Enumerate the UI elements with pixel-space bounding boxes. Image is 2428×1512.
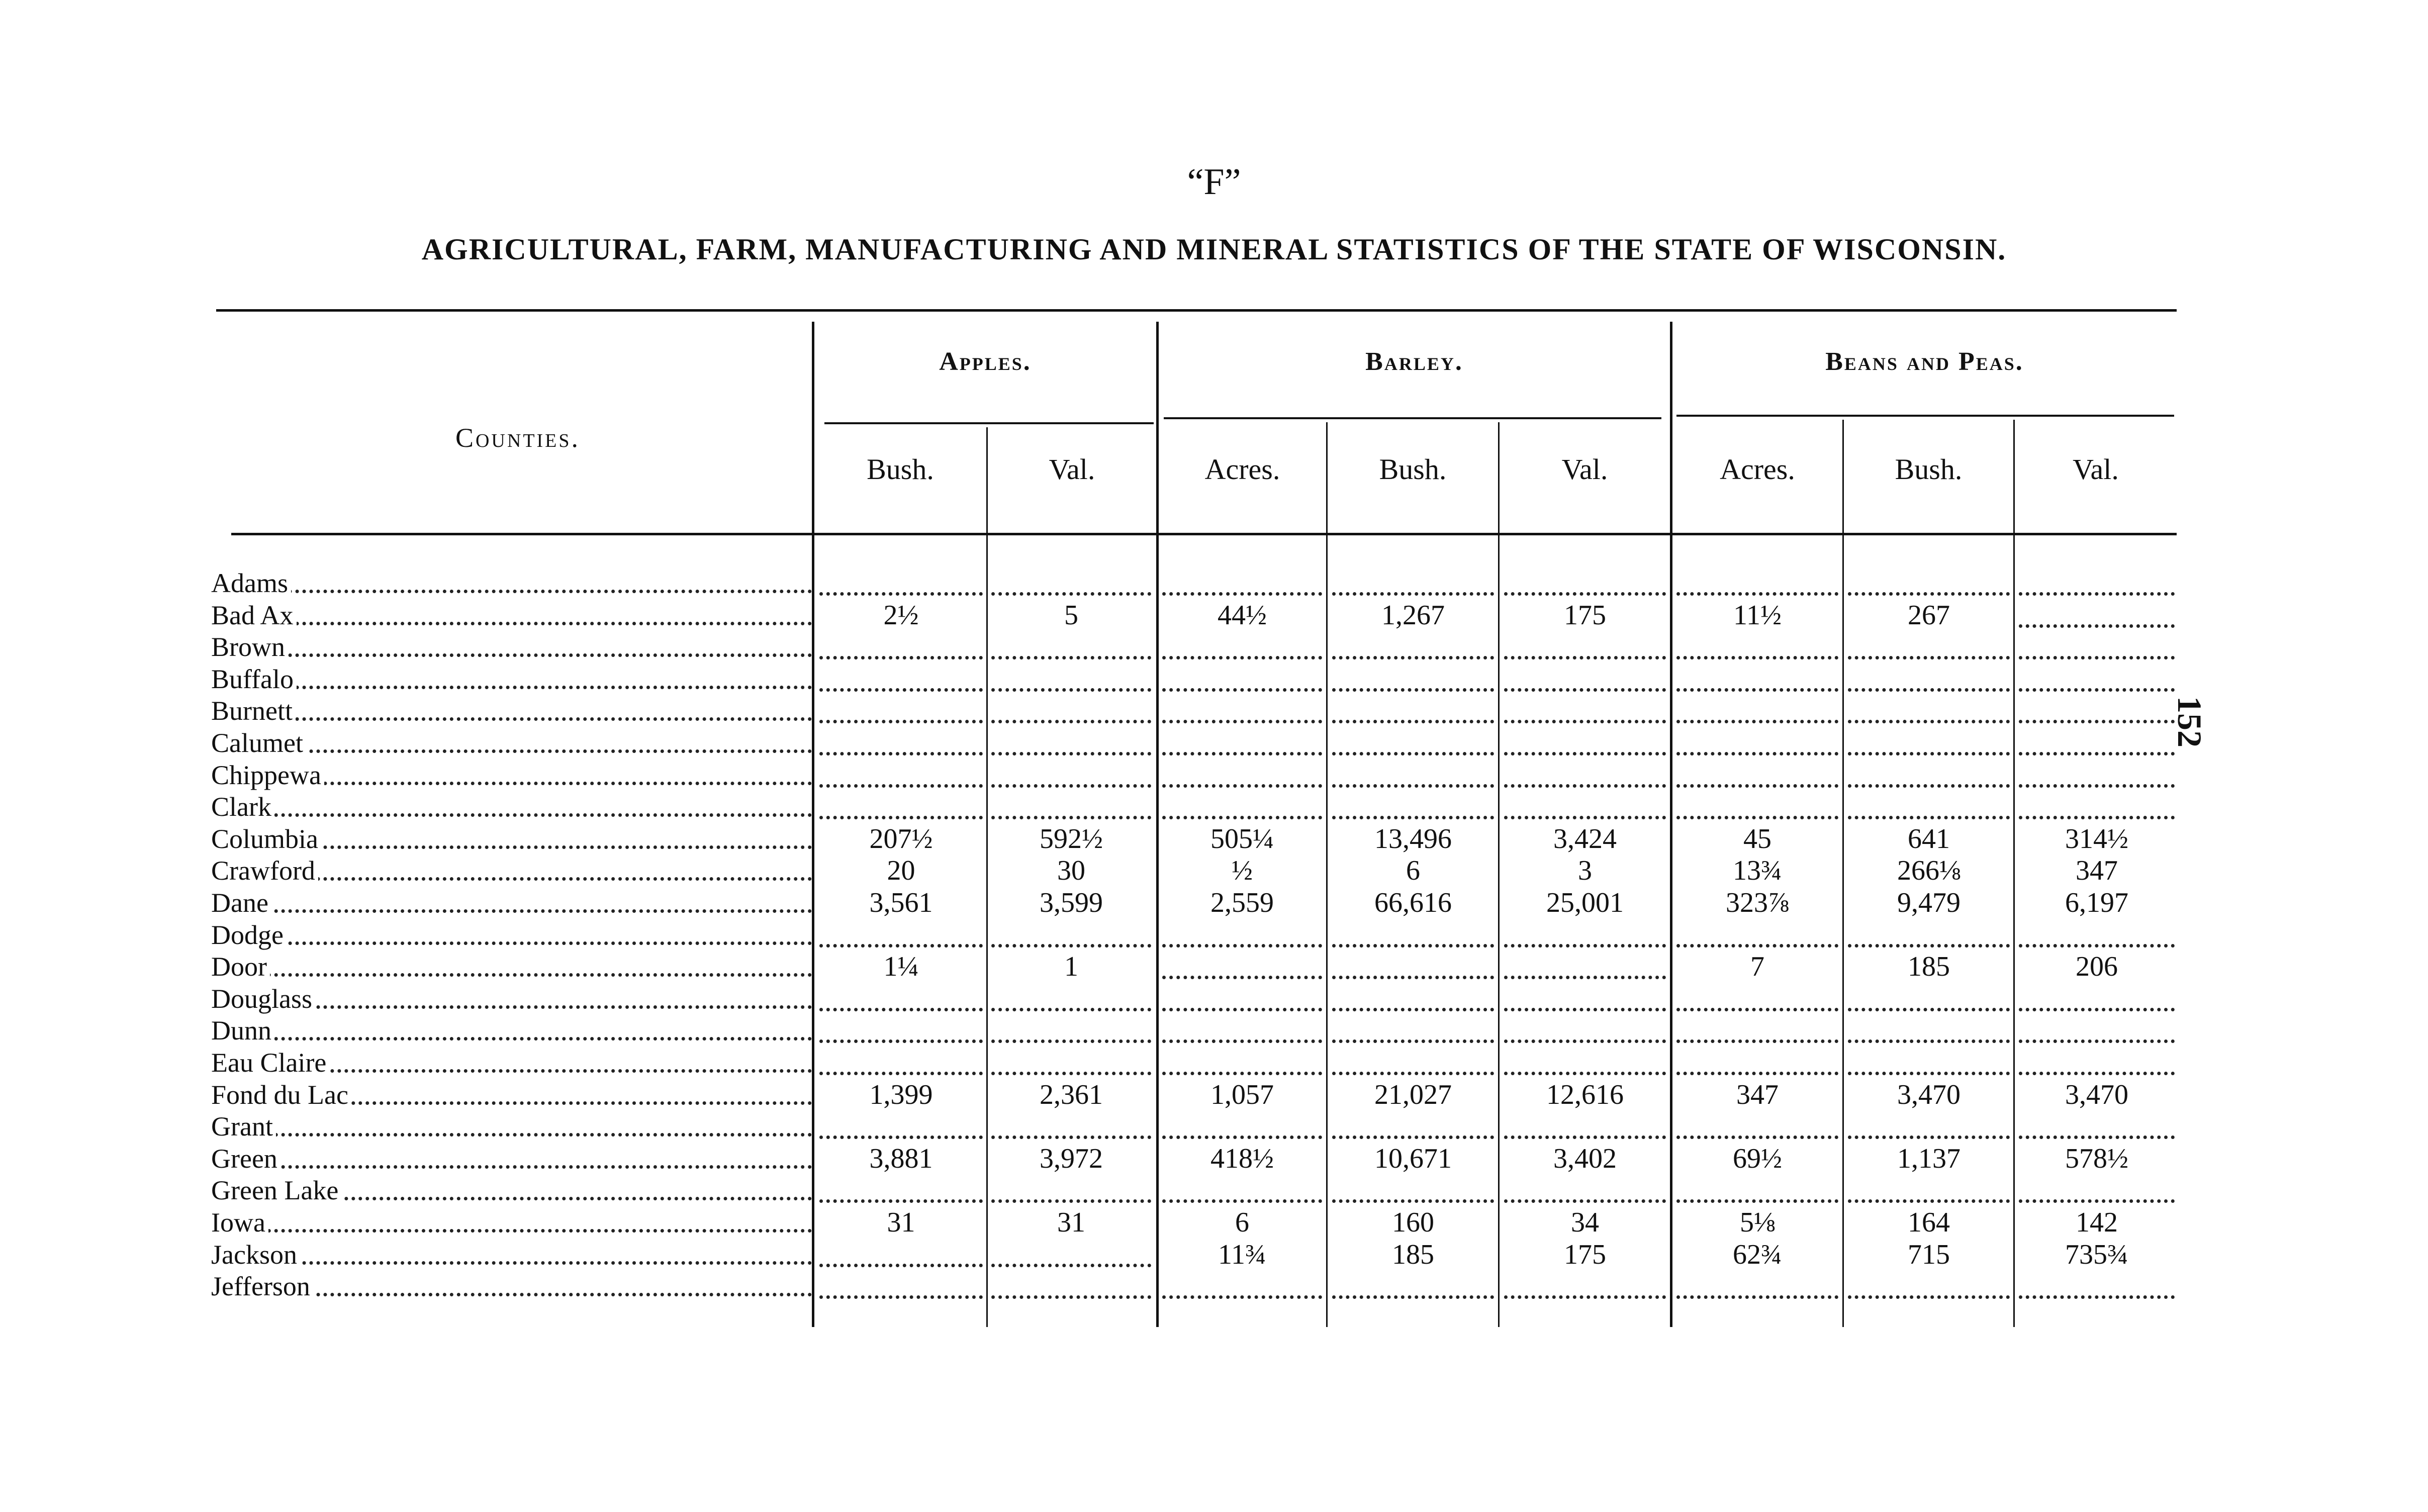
cell-apples-bush xyxy=(819,1174,983,1203)
cell-apples-bush xyxy=(819,695,983,723)
counties-header: Counties. xyxy=(455,423,581,453)
county-label: Adams xyxy=(211,568,291,598)
cell-apples-bush: 20 xyxy=(887,855,915,886)
cell-barley-acres: 6 xyxy=(1235,1207,1249,1238)
cell-barley-val xyxy=(1504,919,1666,948)
cell-barley-bush xyxy=(1332,1047,1494,1075)
cell-beans-bush xyxy=(1848,1270,2010,1299)
cell-apples-bush xyxy=(819,919,983,948)
cell-beans-acres xyxy=(1676,567,1838,596)
cell-beans-acres: 7 xyxy=(1750,951,1764,982)
cell-beans-acres xyxy=(1676,1110,1838,1139)
county-name xyxy=(211,887,812,919)
cell-apples-bush xyxy=(819,663,983,692)
cell-apples-val xyxy=(991,727,1151,755)
group-header-barley: Barley. xyxy=(1365,347,1463,376)
cell-apples-bush xyxy=(819,727,983,755)
table-row xyxy=(0,1270,2428,1302)
cell-apples-bush: 1,399 xyxy=(869,1079,933,1110)
county-label: Crawford xyxy=(211,856,318,886)
cell-apples-val xyxy=(991,631,1151,659)
cell-apples-bush xyxy=(819,983,983,1011)
county-name xyxy=(211,1270,812,1302)
cell-barley-acres xyxy=(1162,1110,1322,1139)
cell-barley-acres xyxy=(1162,631,1322,659)
cell-apples-bush: 3,561 xyxy=(869,887,933,918)
column-header-beans-acres: Acres. xyxy=(1720,453,1795,486)
cell-beans-acres xyxy=(1676,727,1838,755)
cell-barley-val xyxy=(1504,695,1666,723)
table-row xyxy=(0,1174,2428,1206)
cell-barley-val xyxy=(1504,1110,1666,1139)
cell-apples-val xyxy=(991,791,1151,819)
cell-beans-acres: 347 xyxy=(1736,1079,1779,1110)
cell-apples-val: 592½ xyxy=(1040,823,1103,855)
cell-beans-bush: 266⅛ xyxy=(1897,855,1960,886)
beans-group-rule xyxy=(1676,415,2174,417)
cell-barley-acres xyxy=(1162,727,1322,755)
table-row xyxy=(0,1047,2428,1079)
table-row xyxy=(0,695,2428,727)
county-name xyxy=(211,919,812,951)
cell-beans-val xyxy=(2019,983,2175,1011)
table-row xyxy=(0,1079,2428,1111)
cell-beans-val: 3,470 xyxy=(2065,1079,2128,1110)
cell-apples-val xyxy=(991,1110,1151,1139)
table-row xyxy=(0,663,2428,695)
county-name xyxy=(211,695,812,727)
county-label: Green Lake xyxy=(211,1175,341,1205)
cell-barley-bush xyxy=(1332,727,1494,755)
column-header-apples-bush: Bush. xyxy=(867,453,934,486)
cell-apples-val: 2,361 xyxy=(1040,1079,1103,1110)
county-name xyxy=(211,1014,812,1047)
cell-apples-bush xyxy=(819,791,983,819)
cell-apples-bush xyxy=(819,1047,983,1075)
cell-apples-val: 5 xyxy=(1064,600,1078,631)
cell-apples-val: 31 xyxy=(1057,1207,1085,1238)
cell-barley-bush xyxy=(1332,1270,1494,1299)
county-label: Clark xyxy=(211,792,274,822)
cell-apples-val xyxy=(991,919,1151,948)
cell-barley-bush xyxy=(1332,791,1494,819)
cell-barley-val xyxy=(1504,1014,1666,1043)
cell-beans-acres: 69½ xyxy=(1733,1143,1782,1174)
cell-beans-bush xyxy=(1848,631,2010,659)
cell-barley-val: 3,424 xyxy=(1553,823,1617,855)
cell-barley-bush xyxy=(1332,567,1494,596)
cell-barley-val: 175 xyxy=(1564,1239,1606,1270)
table-row xyxy=(0,1014,2428,1047)
cell-barley-acres: 2,559 xyxy=(1210,887,1274,918)
table-row xyxy=(0,823,2428,855)
cell-apples-val xyxy=(991,1014,1151,1043)
table-row xyxy=(0,791,2428,823)
county-label: Green xyxy=(211,1144,281,1174)
county-name xyxy=(211,759,812,791)
county-label: Grant xyxy=(211,1111,276,1142)
table-row xyxy=(0,1206,2428,1239)
column-header-apples-val: Val. xyxy=(1049,453,1095,486)
column-header-barley-val: Val. xyxy=(1561,453,1608,486)
cell-beans-acres xyxy=(1676,1047,1838,1075)
cell-barley-acres xyxy=(1162,1014,1322,1043)
county-label: Brown xyxy=(211,632,288,662)
table-row xyxy=(0,855,2428,887)
cell-beans-val xyxy=(2019,695,2175,723)
cell-beans-acres xyxy=(1676,791,1838,819)
cell-apples-bush: 31 xyxy=(887,1207,915,1238)
cell-beans-bush: 715 xyxy=(1908,1239,1950,1270)
cell-barley-acres: 505¼ xyxy=(1210,823,1274,855)
county-label: Jackson xyxy=(211,1240,300,1270)
cell-barley-acres xyxy=(1162,759,1322,788)
cell-beans-acres xyxy=(1676,919,1838,948)
county-label: Fond du Lac xyxy=(211,1080,351,1110)
county-label: Bad Ax xyxy=(211,600,297,630)
cell-apples-bush xyxy=(819,1239,983,1267)
county-label: Chippewa xyxy=(211,760,324,790)
cell-barley-acres: 44½ xyxy=(1218,600,1267,631)
cell-barley-val xyxy=(1504,567,1666,596)
cell-barley-bush: 66,616 xyxy=(1374,887,1452,918)
cell-barley-bush xyxy=(1332,759,1494,788)
cell-barley-val: 34 xyxy=(1571,1207,1599,1238)
cell-beans-acres xyxy=(1676,983,1838,1011)
cell-barley-bush xyxy=(1332,663,1494,692)
cell-beans-val xyxy=(2019,727,2175,755)
county-name xyxy=(211,983,812,1015)
cell-beans-bush xyxy=(1848,983,2010,1011)
column-header-barley-bush: Bush. xyxy=(1379,453,1447,486)
cell-barley-acres: 418½ xyxy=(1210,1143,1274,1174)
cell-barley-val xyxy=(1504,759,1666,788)
table-row xyxy=(0,567,2428,599)
county-label: Buffalo xyxy=(211,664,297,694)
cell-apples-bush: 207½ xyxy=(869,823,933,855)
cell-apples-val xyxy=(991,1239,1151,1267)
cell-barley-bush xyxy=(1332,695,1494,723)
cell-barley-bush: 1,267 xyxy=(1381,600,1445,631)
cell-apples-val xyxy=(991,567,1151,596)
cell-beans-val xyxy=(2019,919,2175,948)
cell-beans-val xyxy=(2019,567,2175,596)
county-name xyxy=(211,567,812,599)
county-label: Door xyxy=(211,952,270,982)
cell-barley-val xyxy=(1504,951,1666,979)
cell-barley-acres xyxy=(1162,951,1322,979)
cell-barley-acres xyxy=(1162,663,1322,692)
county-name xyxy=(211,1239,812,1271)
column-header-barley-acres: Acres. xyxy=(1204,453,1280,486)
cell-beans-val xyxy=(2019,631,2175,659)
cell-barley-bush xyxy=(1332,631,1494,659)
county-name xyxy=(211,1047,812,1079)
cell-barley-val xyxy=(1504,727,1666,755)
cell-barley-bush xyxy=(1332,951,1494,979)
cell-barley-bush xyxy=(1332,1110,1494,1139)
county-label: Calumet xyxy=(211,728,306,758)
barley-group-rule xyxy=(1164,417,1661,419)
cell-apples-val: 1 xyxy=(1064,951,1078,982)
county-label: Iowa xyxy=(211,1207,268,1238)
cell-beans-bush xyxy=(1848,695,2010,723)
cell-apples-val xyxy=(991,1174,1151,1203)
cell-barley-val xyxy=(1504,1270,1666,1299)
cell-apples-bush xyxy=(819,567,983,596)
cell-barley-acres xyxy=(1162,1270,1322,1299)
cell-apples-val: 3,972 xyxy=(1040,1143,1103,1174)
cell-beans-val: 314½ xyxy=(2065,823,2128,855)
table-row xyxy=(0,1143,2428,1175)
cell-beans-val: 206 xyxy=(2076,951,2118,982)
cell-barley-acres: 11¾ xyxy=(1218,1239,1266,1270)
cell-apples-bush xyxy=(819,631,983,659)
county-label: Douglass xyxy=(211,984,315,1014)
cell-apples-val xyxy=(991,663,1151,692)
cell-beans-bush: 3,470 xyxy=(1897,1079,1960,1110)
cell-beans-acres: 11½ xyxy=(1733,600,1782,631)
cell-beans-val: 6,197 xyxy=(2065,887,2128,918)
cell-barley-bush xyxy=(1332,919,1494,948)
county-label: Jefferson xyxy=(211,1271,313,1301)
cell-beans-acres: 323⅞ xyxy=(1726,887,1789,918)
group-header-apples: Apples. xyxy=(939,347,1032,376)
group-header-beans-peas: Beans and Peas. xyxy=(1825,347,2024,376)
cell-beans-acres xyxy=(1676,1270,1838,1299)
cell-beans-acres xyxy=(1676,1174,1838,1203)
table-row xyxy=(0,887,2428,919)
cell-barley-val xyxy=(1504,1047,1666,1075)
cell-beans-bush: 164 xyxy=(1908,1207,1950,1238)
cell-beans-bush xyxy=(1848,1014,2010,1043)
county-name xyxy=(211,1079,812,1111)
cell-beans-bush xyxy=(1848,727,2010,755)
county-name xyxy=(211,1174,812,1206)
table-row xyxy=(0,631,2428,663)
cell-beans-acres: 5⅛ xyxy=(1740,1207,1775,1238)
cell-barley-acres xyxy=(1162,791,1322,819)
page-number: 152 xyxy=(2171,696,2209,747)
cell-barley-acres xyxy=(1162,567,1322,596)
county-name xyxy=(211,1110,812,1143)
cell-beans-bush: 1,137 xyxy=(1897,1143,1960,1174)
cell-beans-acres: 13¾ xyxy=(1733,855,1782,886)
county-label: Columbia xyxy=(211,824,321,854)
county-label: Dodge xyxy=(211,920,287,950)
cell-apples-val xyxy=(991,1270,1151,1299)
cell-beans-bush xyxy=(1848,791,2010,819)
cell-barley-val xyxy=(1504,631,1666,659)
cell-beans-val: 735¾ xyxy=(2065,1239,2128,1270)
county-name xyxy=(211,663,812,695)
table-label: “F” xyxy=(1187,161,1241,203)
cell-barley-acres: ½ xyxy=(1232,855,1253,886)
column-header-beans-bush: Bush. xyxy=(1895,453,1963,486)
cell-beans-acres: 62¾ xyxy=(1733,1239,1782,1270)
county-name xyxy=(211,631,812,663)
cell-beans-bush xyxy=(1848,919,2010,948)
county-label: Burnett xyxy=(211,696,296,726)
cell-beans-acres xyxy=(1676,663,1838,692)
cell-beans-bush xyxy=(1848,1047,2010,1075)
cell-beans-bush xyxy=(1848,567,2010,596)
cell-barley-bush: 10,671 xyxy=(1374,1143,1452,1174)
table-row xyxy=(0,599,2428,631)
cell-beans-val xyxy=(2019,663,2175,692)
cell-beans-bush xyxy=(1848,663,2010,692)
cell-beans-val xyxy=(2019,791,2175,819)
cell-beans-acres xyxy=(1676,1014,1838,1043)
cell-beans-bush: 267 xyxy=(1908,600,1950,631)
county-name xyxy=(211,1143,812,1175)
county-name xyxy=(211,727,812,759)
cell-barley-bush xyxy=(1332,1014,1494,1043)
cell-barley-val xyxy=(1504,663,1666,692)
cell-apples-bush xyxy=(819,759,983,788)
cell-barley-acres xyxy=(1162,695,1322,723)
cell-barley-acres xyxy=(1162,983,1322,1011)
cell-barley-acres xyxy=(1162,1174,1322,1203)
cell-beans-val xyxy=(2019,1047,2175,1075)
cell-barley-acres xyxy=(1162,919,1322,948)
cell-apples-bush xyxy=(819,1110,983,1139)
county-name xyxy=(211,791,812,823)
cell-apples-val xyxy=(991,695,1151,723)
table-row xyxy=(0,759,2428,791)
county-name xyxy=(211,599,812,631)
cell-beans-val xyxy=(2019,1014,2175,1043)
cell-apples-val: 30 xyxy=(1057,855,1085,886)
cell-barley-bush: 6 xyxy=(1406,855,1420,886)
cell-apples-val: 3,599 xyxy=(1040,887,1103,918)
cell-beans-val: 347 xyxy=(2076,855,2118,886)
table-row xyxy=(0,919,2428,951)
cell-barley-val xyxy=(1504,791,1666,819)
cell-apples-val xyxy=(991,1047,1151,1075)
cell-barley-val xyxy=(1504,1174,1666,1203)
county-name xyxy=(211,1206,812,1239)
cell-beans-val: 142 xyxy=(2076,1207,2118,1238)
cell-apples-bush xyxy=(819,1270,983,1299)
cell-apples-bush xyxy=(819,1014,983,1043)
cell-barley-bush xyxy=(1332,983,1494,1011)
cell-beans-bush xyxy=(1848,759,2010,788)
cell-beans-bush: 641 xyxy=(1908,823,1950,855)
table-row xyxy=(0,1239,2428,1271)
cell-barley-bush: 160 xyxy=(1392,1207,1434,1238)
county-name xyxy=(211,823,812,855)
county-name xyxy=(211,951,812,983)
cell-beans-val xyxy=(2019,1174,2175,1203)
cell-apples-val xyxy=(991,759,1151,788)
cell-beans-bush: 185 xyxy=(1908,951,1950,982)
cell-barley-acres xyxy=(1162,1047,1322,1075)
table-row xyxy=(0,1110,2428,1143)
cell-beans-val xyxy=(2019,1110,2175,1139)
cell-beans-bush xyxy=(1848,1110,2010,1139)
county-name xyxy=(211,855,812,887)
cell-barley-bush xyxy=(1332,1174,1494,1203)
cell-barley-acres: 1,057 xyxy=(1210,1079,1274,1110)
column-header-beans-val: Val. xyxy=(2073,453,2119,486)
cell-beans-acres xyxy=(1676,759,1838,788)
apples-group-rule xyxy=(824,422,1154,424)
cell-beans-val xyxy=(2019,599,2175,628)
cell-apples-bush: 1¼ xyxy=(883,951,919,982)
cell-beans-val xyxy=(2019,759,2175,788)
cell-barley-val: 25,001 xyxy=(1546,887,1624,918)
cell-beans-acres: 45 xyxy=(1743,823,1771,855)
cell-beans-val: 578½ xyxy=(2065,1143,2128,1174)
county-label: Dunn xyxy=(211,1015,274,1046)
cell-apples-val xyxy=(991,983,1151,1011)
county-label: Dane xyxy=(211,888,271,918)
cell-beans-acres xyxy=(1676,695,1838,723)
cell-barley-val: 3 xyxy=(1578,855,1592,886)
header-bottom-rule xyxy=(231,533,2177,535)
cell-apples-bush: 3,881 xyxy=(869,1143,933,1174)
table-row xyxy=(0,983,2428,1015)
cell-beans-bush: 9,479 xyxy=(1897,887,1960,918)
cell-barley-val xyxy=(1504,983,1666,1011)
cell-beans-val xyxy=(2019,1270,2175,1299)
county-label: Eau Claire xyxy=(211,1048,329,1078)
top-rule xyxy=(216,309,2177,312)
cell-barley-val: 12,616 xyxy=(1546,1079,1624,1110)
cell-beans-acres xyxy=(1676,631,1838,659)
cell-barley-val: 175 xyxy=(1564,600,1606,631)
cell-barley-bush: 13,496 xyxy=(1374,823,1452,855)
cell-barley-bush: 21,027 xyxy=(1374,1079,1452,1110)
cell-apples-bush: 2½ xyxy=(883,600,919,631)
cell-beans-bush xyxy=(1848,1174,2010,1203)
page-title: AGRICULTURAL, FARM, MANUFACTURING AND MINERAL STATISTICS OF THE STATE OF WISCONSIN. xyxy=(421,233,2007,266)
cell-barley-bush: 185 xyxy=(1392,1239,1434,1270)
table-row xyxy=(0,727,2428,759)
table-row xyxy=(0,951,2428,983)
cell-barley-val: 3,402 xyxy=(1553,1143,1617,1174)
